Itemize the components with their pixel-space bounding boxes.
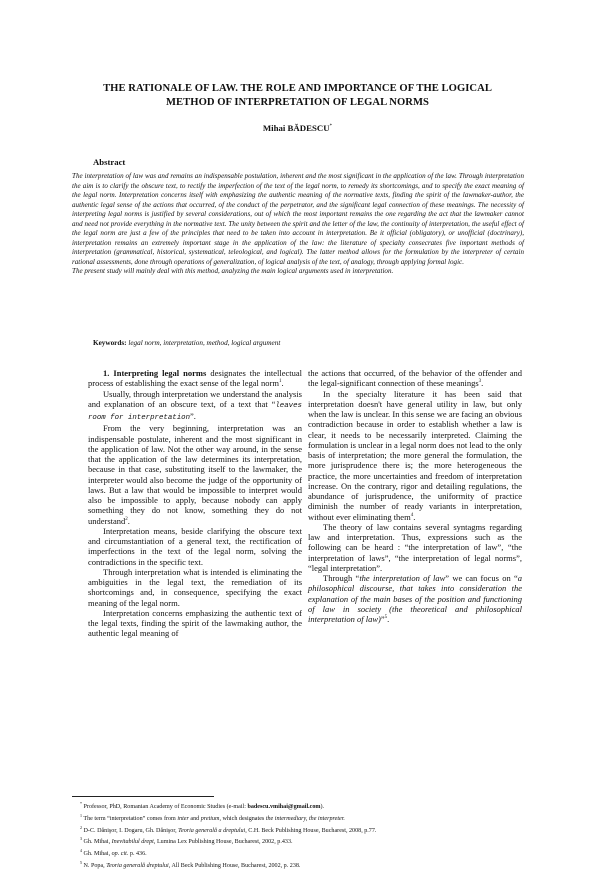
left-paragraph-1 xyxy=(88,368,302,389)
left-p1-text: designates the intellectual process of establishing the exact sense of the legal norm xyxy=(88,368,302,389)
footnote-1-italic-3: the intermediary, the interpreter. xyxy=(265,815,345,822)
right-p4-quote: the interpretation of law xyxy=(359,573,446,583)
author-footnote-marker: * xyxy=(329,124,333,129)
footnote-1-italic-2: pretium xyxy=(200,815,220,822)
right-p4-mid: ” we can focus on “ xyxy=(445,573,518,583)
right-p4-end: ” xyxy=(380,614,385,624)
right-p4-text: Through “ xyxy=(323,573,360,583)
footnote-2-text-b: , C.H. Beck Publishing House, Bucharest, 2008, p.77. xyxy=(245,827,377,834)
right-paragraph-2 xyxy=(308,389,522,522)
body-column-left xyxy=(88,368,302,639)
footnote-3-italic: Inevitabilul drept xyxy=(111,839,154,846)
left-p1-end: . xyxy=(281,378,284,389)
footnote-5 xyxy=(80,859,530,871)
footnote-1-italic-1: inter xyxy=(177,815,189,822)
footnote-ref-4[interactable]: 4 xyxy=(410,512,414,518)
footnote-ref-3[interactable]: 3 xyxy=(478,379,482,385)
footnote-2 xyxy=(80,824,530,836)
footnote-author-text: Professor, PhD, Romanian Academy of Economic Studies (e-mail: xyxy=(82,804,248,811)
keywords-label: Keywords: xyxy=(93,339,127,347)
footnote-4-text-b: p. 436. xyxy=(128,851,147,858)
footnote-5-italic: Teoria generală dreptului xyxy=(106,862,169,869)
right-p2-text: In the specialty literature it has been said that interpretation doesn't have general utility in law, but only when the law is unclear. In this sense we are facing an obvious contradiction because in order to establish whether a law is clear, it needs to be necessarily interpreted. Claiming the formulation is unclear in a legal norm does not lead to the only basis of interpretation; the more general the formulation, the more jurisprudence there is; the more heterogeneous the practice, the more uncertainties and freedom of interpretation increase. On the contrary, rigor and detailing regulations, the abundance of jurisprudence, the uniformity of practice diminish the number of ready variants in interpretation, without ever eliminating them xyxy=(308,388,522,522)
right-p2-end: . xyxy=(413,511,416,522)
abstract-heading: Abstract xyxy=(93,157,126,167)
title-line-2: METHOD OF INTERPRETATION OF LEGAL NORMS xyxy=(166,96,429,108)
right-paragraph-4 xyxy=(308,573,522,624)
footnote-author-mark: * xyxy=(80,801,82,806)
right-p1-text: the actions that occurred, of the behavior of the offender and the legal-significant connection of these meanings xyxy=(308,368,522,389)
footnote-4 xyxy=(80,847,530,859)
keywords-text: legal norm, interpretation, method, logical argument xyxy=(128,339,281,347)
author-line xyxy=(60,121,535,134)
footnote-1-mark: 1 xyxy=(80,812,82,818)
footnotes xyxy=(80,800,530,871)
title-line-1: THE RATIONALE OF LAW. THE ROLE AND IMPORTANCE OF THE LOGICAL xyxy=(103,83,492,94)
right-p4-tail: . xyxy=(387,614,390,624)
left-p2-end: ”. xyxy=(190,411,196,421)
abstract-body xyxy=(72,172,524,277)
footnote-1 xyxy=(80,812,530,824)
section-1-lead: 1. Interpreting legal norms xyxy=(103,368,207,378)
left-paragraph-5: Through interpretation what is intended is eliminating the ambiguities in the legal text, the remediation of its shortcomings and, in consequence, specifying the exact meaning of the legal norm. xyxy=(88,566,302,608)
left-paragraph-4: Interpretation means, beside clarifying the obscure text and circumstantiation of a general text, the rectification of imperfections in the text of the legal norm, solving the contradictions in the specific text. xyxy=(88,525,302,567)
footnote-divider xyxy=(72,796,214,797)
footnote-author-end: ). xyxy=(320,804,325,811)
left-paragraph-2 xyxy=(88,389,302,424)
body-column-right xyxy=(308,368,522,624)
left-paragraph-3 xyxy=(88,423,302,526)
abstract-paragraph-1: The interpretation of law was and remains an indispensable postulation, inherent and the most significant in the application of the law. Through interpretation the aim is to clarify the obscure text, to rectify the imperfection of the text of the legal norm, to remedy its shortcomings, and to specify the exact meaning of the legal norm. Interpretation concerns itself with emphasizing the authentic meaning of the normative texts, finding the spirit of the lawmaker-author, the authentic legal sense of the actions that occurred, of the conduct of the perpetrator, and the significant legal connection of these meanings. The necessity of interpreting legal norms is justified by several considerations, out of which the most important remains the one regarding the act that the lawmaker cannot and need not provide everything in the normative text. The unity between the spirit and the letter of the law, the continuity of interpretation, the useful effect of the legal norm are just a few of the principles that need to be taken into account in interpretation. Be it official (obligatory), or unofficial (doctrinary), interpretation remains an extremely important stage in the application of the law: the literature of specialty consecrates five important methods of interpretation (grammatical, historical, systematical, teleological, and logical). The latter method allows for the formulation by the interpreter of certain rational assessments, done through operations of generalization, of logical analysis of the text, of analogy, through applying formal logic. xyxy=(72,172,524,266)
paper-title xyxy=(60,82,535,109)
footnote-5-text-a: N. Popa, xyxy=(82,862,107,869)
right-paragraph-1 xyxy=(308,368,522,389)
left-p3-text: From the very beginning, interpretation was an indispensable postulate, inherent and the most significant in the application of law. Not the other way around, in the sense that the application of the law determines its interpretation, because in that case, substituting itself to the lawmaker, the interpreter would also become the judge of the opportunity of laws. But a law that would be impossible to interpret would also be impossible to apply, because nobody can apply something they do not know, something they do not understand xyxy=(88,423,302,526)
footnote-2-italic: Teoria generală a dreptului xyxy=(178,827,246,834)
footnote-4-text-a: Gh. Mihai, xyxy=(82,851,112,858)
author-email-link[interactable]: badescu.vmihai@gmail.com xyxy=(247,804,321,811)
author-name: Mihai BĂDESCU xyxy=(262,122,330,133)
abstract-paragraph-2: The present study will mainly deal with this method, analyzing the main logical arguments used in interpretation. xyxy=(72,267,394,276)
footnote-1-text-b: and xyxy=(188,815,201,822)
footnote-5-mark: 5 xyxy=(80,859,82,865)
footnote-3-text-b: , Lumina Lex Publishing House, Bucharest, 2002, p.433. xyxy=(153,839,293,846)
footnote-1-text-a: The term “interpretation” comes from xyxy=(82,815,178,822)
left-paragraph-6: Interpretation concerns emphasizing the authentic text of the legal texts, finding the spirit of the lawmaking author, the authentic legal meaning of xyxy=(88,607,302,639)
footnote-3-text-a: Gh. Mihai, xyxy=(82,839,112,846)
footnote-4-italic: op. cit. xyxy=(111,851,129,858)
left-p2-text: Usually, through interpretation we understand the analysis and explanation of an obscure text, of a text that “ xyxy=(88,388,302,409)
right-p4-italic: a philosophical discourse, that takes into consideration the explanation of the main bases of the position and functioning of law in society (the theoretical and philosophical interpretation of law) xyxy=(308,573,522,624)
footnote-ref-5[interactable]: 5 xyxy=(384,615,388,621)
right-p1-end: . xyxy=(481,378,484,389)
keywords-line xyxy=(93,338,280,348)
left-p3-end: . xyxy=(127,515,130,526)
left-p2-quote: leaves room for interpretation xyxy=(88,401,302,422)
footnote-2-text-a: D-C. Dănişor, I. Dogaru, Gh. Dănişor, xyxy=(82,827,179,834)
footnote-3 xyxy=(80,835,530,847)
footnote-3-mark: 3 xyxy=(80,836,82,842)
footnote-ref-2[interactable]: 2 xyxy=(125,516,128,522)
footnote-ref-1[interactable]: 1 xyxy=(278,379,282,385)
right-paragraph-3: The theory of law contains several syntagms regarding law and interpretation. Thus, expressions such as the following can be heard : “the interpretation of law”, “the interpretation of laws”, “the interpretation of legal norms”, “legal interpretation”. xyxy=(308,521,522,573)
footnote-4-mark: 4 xyxy=(80,848,82,854)
footnote-author xyxy=(80,800,530,812)
footnote-2-mark: 2 xyxy=(80,824,82,830)
footnote-1-text-c: , which designates xyxy=(219,815,266,822)
footnote-5-text-b: , All Beck Publishing House, Bucharest, 2002, p. 238. xyxy=(168,862,301,869)
